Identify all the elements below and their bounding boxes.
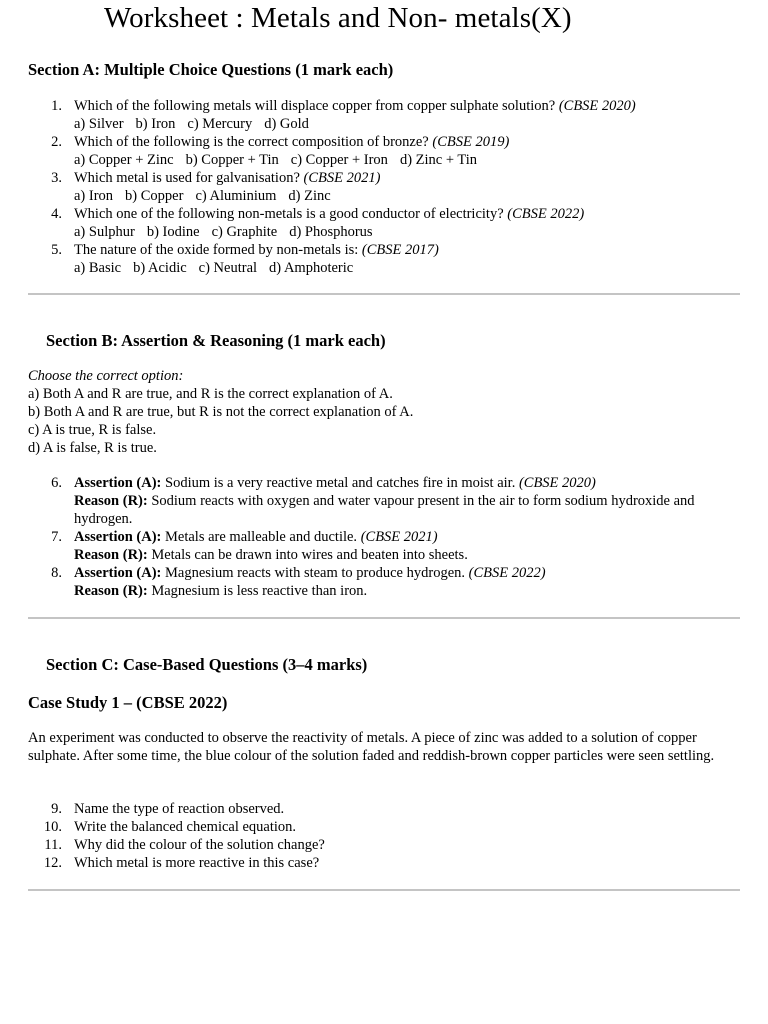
section-a-questions — [28, 97, 740, 277]
question-options — [74, 151, 740, 169]
option: a) Basic — [74, 260, 122, 276]
question-number: 4. — [51, 206, 62, 222]
assertion-label: Assertion (A): — [74, 475, 162, 491]
assertion-question — [28, 474, 740, 528]
reason-label: Reason (R): — [74, 547, 148, 563]
question-number: 11. — [44, 837, 62, 853]
answer-choice: c) A is true, R is false. — [28, 422, 157, 438]
reason-label: Reason (R): — [74, 583, 148, 599]
mcq-question — [28, 205, 740, 241]
section-c-heading: Section C: Case-Based Questions (3–4 marks) — [46, 655, 368, 674]
question-options — [74, 223, 740, 241]
question-number: 7. — [51, 529, 62, 545]
option: b) Copper — [125, 188, 184, 204]
question-text: The nature of the oxide formed by non-metals is: — [74, 242, 359, 258]
mcq-question — [28, 169, 740, 205]
reason-text: Metals can be drawn into wires and beaten into sheets. — [151, 547, 468, 563]
question-text: Name the type of reaction observed. — [74, 801, 285, 817]
reason-line — [74, 492, 740, 528]
question-text: Which one of the following non-metals is a good conductor of electricity? — [74, 206, 504, 222]
mcq-question — [28, 133, 740, 169]
option: c) Graphite — [211, 224, 278, 240]
option: b) Copper + Tin — [185, 152, 279, 168]
question-source: (CBSE 2021) — [360, 529, 438, 545]
assertion-label: Assertion (A): — [74, 529, 162, 545]
section-divider — [28, 617, 740, 619]
assertion-text: Sodium is a very reactive metal and catches fire in moist air. — [165, 475, 516, 491]
question-number: 5. — [51, 242, 62, 258]
option: b) Acidic — [133, 260, 187, 276]
option: a) Sulphur — [74, 224, 135, 240]
assertion-question — [28, 564, 740, 600]
mcq-question — [28, 241, 740, 277]
case-question — [28, 854, 740, 872]
question-text: Which metal is more reactive in this case? — [74, 855, 320, 871]
case-question — [28, 800, 740, 818]
option: d) Zinc — [288, 188, 331, 204]
option: a) Iron — [74, 188, 114, 204]
assertion-question — [28, 528, 740, 564]
option: b) Iodine — [146, 224, 200, 240]
reason-text: Sodium reacts with oxygen and water vapour present in the air to form sodium hydroxide and hydrogen. — [74, 493, 695, 527]
question-text: Why did the colour of the solution change? — [74, 837, 325, 853]
instruction-text: Choose the correct option: — [28, 368, 184, 384]
answer-choice: d) A is false, R is true. — [28, 440, 157, 456]
option: a) Copper + Zinc — [74, 152, 174, 168]
question-source: (CBSE 2021) — [303, 170, 381, 186]
option: c) Copper + Iron — [290, 152, 388, 168]
assertion-label: Assertion (A): — [74, 565, 162, 581]
question-number: 12. — [43, 855, 62, 871]
question-source: (CBSE 2022) — [507, 206, 585, 222]
option: c) Mercury — [187, 116, 253, 132]
question-number: 1. — [51, 98, 62, 114]
case-question — [28, 836, 740, 854]
question-number: 8. — [51, 565, 62, 581]
reason-line — [74, 582, 740, 600]
question-text: Which of the following metals will displace copper from copper sulphate solution? — [74, 98, 556, 114]
section-b-heading: Section B: Assertion & Reasoning (1 mark each) — [46, 331, 386, 350]
section-divider — [28, 293, 740, 295]
page-title: Worksheet : Metals and Non- metals(X) — [104, 2, 572, 34]
question-number: 3. — [51, 170, 62, 186]
question-text: Which metal is used for galvanisation? — [74, 170, 300, 186]
mcq-question — [28, 97, 740, 133]
option: c) Neutral — [198, 260, 258, 276]
reason-line — [74, 546, 740, 564]
section-c-questions — [28, 800, 740, 872]
question-number: 9. — [51, 801, 62, 817]
question-text: Write the balanced chemical equation. — [74, 819, 297, 835]
question-source: (CBSE 2020) — [518, 475, 596, 491]
option: d) Phosphorus — [289, 224, 373, 240]
reason-label: Reason (R): — [74, 493, 148, 509]
assertion-text: Magnesium reacts with steam to produce hydrogen. — [165, 565, 466, 581]
question-options — [74, 115, 740, 133]
answer-choice: b) Both A and R are true, but R is not the correct explanation of A. — [28, 404, 414, 420]
question-number: 2. — [51, 134, 62, 150]
question-source: (CBSE 2022) — [468, 565, 546, 581]
question-options — [74, 259, 740, 277]
option: b) Iron — [135, 116, 176, 132]
option: d) Zinc + Tin — [399, 152, 478, 168]
question-options — [74, 187, 740, 205]
question-source: (CBSE 2017) — [361, 242, 439, 258]
option: a) Silver — [74, 116, 124, 132]
case-question — [28, 818, 740, 836]
section-b-questions — [28, 474, 740, 600]
section-a-heading: Section A: Multiple Choice Questions (1 mark each) — [28, 60, 394, 79]
question-text: Which of the following is the correct composition of bronze? — [74, 134, 429, 150]
question-source: (CBSE 2020) — [558, 98, 636, 114]
answer-choice: a) Both A and R are true, and R is the correct explanation of A. — [28, 386, 393, 402]
case-study-text: An experiment was conducted to observe the reactivity of metals. A piece of zinc was added to a solution of copper sulphate. After some time, the blue colour of the solution faded and reddish-brown copper particles were seen settling. — [28, 730, 715, 764]
section-divider — [28, 889, 740, 891]
question-number: 10. — [43, 819, 62, 835]
case-study-title: Case Study 1 – (CBSE 2022) — [28, 693, 228, 712]
option: d) Gold — [264, 116, 309, 132]
answer-choices-block — [28, 367, 740, 457]
assertion-text: Metals are malleable and ductile. — [165, 529, 358, 545]
question-source: (CBSE 2019) — [432, 134, 510, 150]
reason-text: Magnesium is less reactive than iron. — [151, 583, 368, 599]
option: d) Amphoteric — [269, 260, 354, 276]
option: c) Aluminium — [195, 188, 277, 204]
question-number: 6. — [51, 475, 62, 491]
